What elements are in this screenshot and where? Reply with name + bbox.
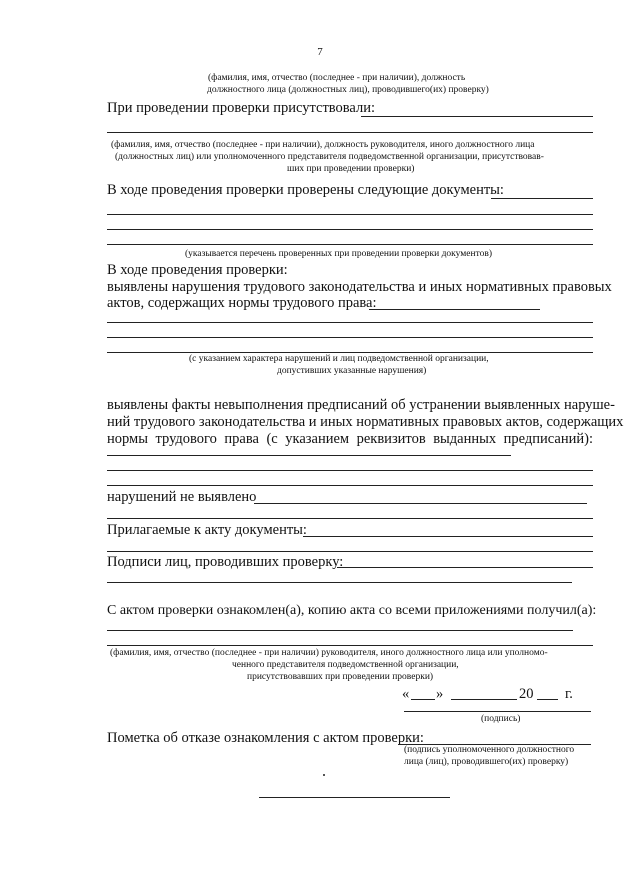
caption-refusal-line-1: (подпись уполномоченного должностного — [404, 745, 575, 755]
signatures-field-line[interactable] — [107, 582, 572, 583]
stray-dot — [323, 774, 325, 776]
no-violations-label: нарушений не выявлено — [107, 489, 257, 505]
nonfulfil-field-line[interactable] — [107, 455, 511, 456]
refusal-label: Пометка об отказе ознакомления с актом проверки: — [107, 730, 424, 746]
documents-field-line[interactable] — [107, 214, 593, 215]
attached-docs-field-line[interactable] — [107, 551, 593, 552]
documents-field-line[interactable] — [107, 229, 593, 230]
date-year-blank[interactable] — [537, 699, 558, 700]
violations-field-line[interactable] — [107, 352, 593, 353]
documents-label: В ходе проведения проверки проверены следующие документы: — [107, 182, 504, 198]
caption-inspector-line-2: должностного лица (должностных лиц), проводившего(их) проверку) — [207, 85, 489, 95]
caption-present-line-1: (фамилия, имя, отчество (последнее - при наличии), должность руководителя, иного должностного лица — [111, 140, 535, 150]
date-year-suffix: г. — [565, 686, 573, 702]
date-day-blank[interactable] — [411, 699, 435, 700]
violations-field-line[interactable] — [369, 309, 540, 310]
present-field-line[interactable] — [361, 116, 593, 117]
date-month-blank[interactable] — [451, 699, 517, 700]
caption-violations-line-2: допустивших указанные нарушения) — [277, 366, 427, 376]
nonfulfil-text-line-3: нормы трудового права (с указанием реквизитов выданных предписаний): — [107, 431, 593, 447]
no-violations-field-line[interactable] — [107, 518, 593, 519]
nonfulfil-field-line[interactable] — [107, 470, 593, 471]
violations-field-line[interactable] — [107, 322, 593, 323]
attached-docs-field-line[interactable] — [303, 536, 593, 537]
caption-violations-line-1: (с указанием характера нарушений и лиц подведомственной организации, — [189, 354, 489, 364]
signature-field-line[interactable] — [404, 711, 591, 712]
present-field-line[interactable] — [107, 132, 593, 133]
acquainted-field-line[interactable] — [107, 645, 593, 646]
date-year-prefix: 20 — [519, 686, 534, 702]
violations-text-line-1: выявлены нарушения трудового законодательства и иных нормативных правовых — [107, 279, 612, 295]
acquainted-label: С актом проверки ознакомлен(а), копию акта со всеми приложениями получил(а): — [107, 603, 597, 618]
caption-present-line-2: (должностных лиц) или уполномоченного представителя подведомственной организации, присутствовав- — [115, 152, 544, 162]
caption-acquainted-line-1: (фамилия, имя, отчество (последнее - при наличии) руководителя, иного должностного лица или уполномо- — [110, 648, 548, 658]
caption-acquainted-line-2: ченного представителя подведомственной организации, — [232, 660, 459, 670]
date-open-quote: « — [402, 686, 410, 702]
attached-docs-label: Прилагаемые к акту документы: — [107, 522, 307, 538]
footer-separator-line — [259, 797, 450, 798]
no-violations-field-line[interactable] — [254, 503, 587, 504]
caption-inspector-line-1: (фамилия, имя, отчество (последнее - при наличии), должность — [208, 73, 466, 83]
caption-present-line-3: ших при проведении проверки) — [287, 164, 415, 174]
signatures-label: Подписи лиц, проводивших проверку: — [107, 554, 344, 570]
caption-documents: (указывается перечень проверенных при проведении проверки документов) — [185, 249, 493, 259]
nonfulfil-text-line-2: ний трудового законодательства и иных нормативных правовых актов, содержащих — [107, 414, 624, 430]
acquainted-field-line[interactable] — [107, 630, 573, 631]
page-number: 7 — [317, 46, 323, 58]
documents-field-line[interactable] — [491, 198, 593, 199]
violations-field-line[interactable] — [107, 337, 593, 338]
nonfulfil-field-line[interactable] — [107, 485, 593, 486]
date-close-quote: » — [436, 686, 444, 702]
violations-text-line-2: актов, содержащих нормы трудового права: — [107, 295, 377, 311]
caption-acquainted-line-3: присутствовавших при проведении проверки) — [247, 672, 434, 682]
caption-signature: (подпись) — [481, 714, 521, 724]
during-check-heading: В ходе проведения проверки: — [107, 262, 288, 278]
present-label: При проведении проверки присутствовали: — [107, 100, 376, 116]
caption-refusal-line-2: лица (лиц), проводившего(их) проверку) — [404, 757, 569, 767]
nonfulfil-text-line-1: выявлены факты невыполнения предписаний об устранении выявленных наруше- — [107, 397, 615, 413]
signatures-field-line[interactable] — [337, 567, 593, 568]
documents-field-line[interactable] — [107, 244, 593, 245]
